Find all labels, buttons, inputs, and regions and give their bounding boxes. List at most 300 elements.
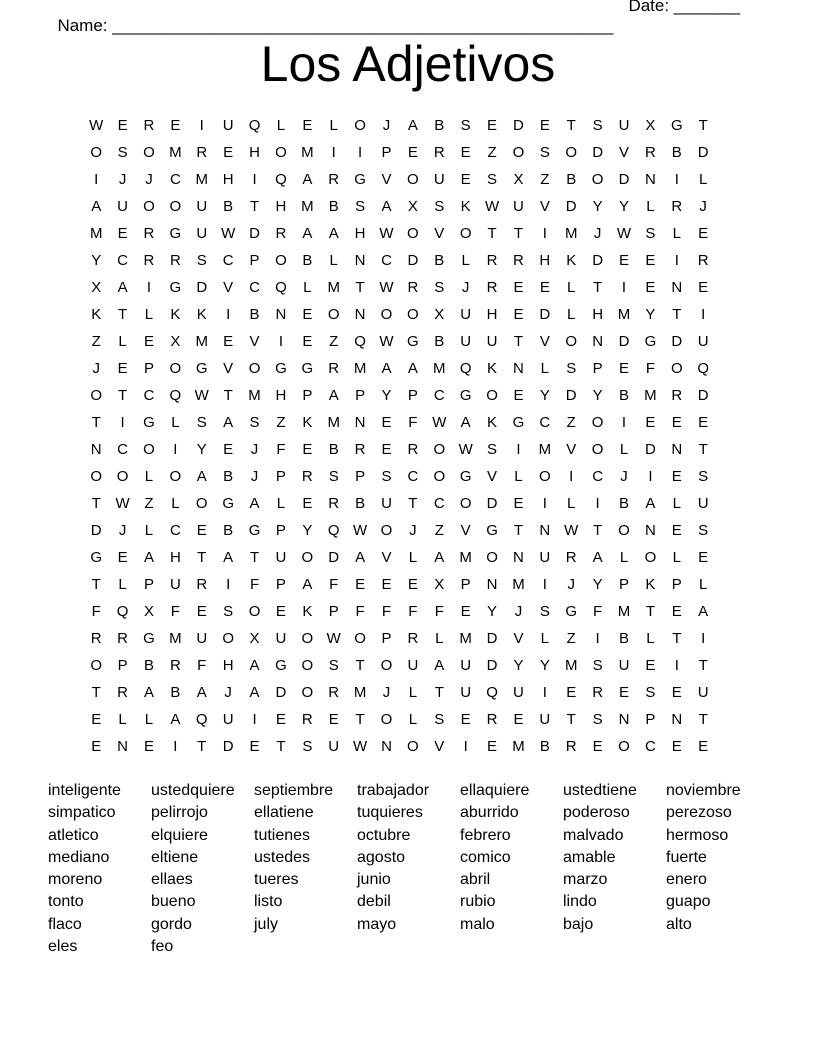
grid-letter: E (698, 279, 709, 296)
grid-letter: I (595, 630, 600, 647)
grid-letter: G (143, 630, 155, 647)
grid-letter: M (327, 279, 340, 296)
grid-letter: T (223, 387, 233, 404)
name-field-label: Name: _____________________________________________________ (57, 16, 614, 35)
word-list-item: july (254, 915, 279, 933)
word-list-item: bajo (563, 915, 594, 933)
word-list-item: eles (48, 938, 78, 956)
grid-letter: N (275, 306, 287, 323)
grid-letter: I (674, 252, 679, 269)
grid-letter: O (380, 306, 393, 323)
grid-letter: Q (327, 522, 340, 539)
grid-letter: V (249, 333, 260, 350)
grid-letter: E (513, 306, 524, 323)
grid-letter: S (592, 657, 603, 674)
grid-letter: E (117, 360, 128, 377)
grid-letter: J (382, 684, 391, 701)
grid-letter: J (250, 441, 259, 458)
grid-letter: K (91, 306, 102, 323)
grid-letter: E (170, 117, 181, 134)
grid-letter: R (697, 252, 709, 269)
grid-letter: L (540, 360, 549, 377)
grid-letter: E (249, 738, 260, 755)
grid-letter: E (671, 603, 682, 620)
grid-letter: T (355, 657, 365, 674)
grid-letter: Z (329, 333, 339, 350)
grid-letter: Z (276, 414, 286, 431)
grid-letter: Y (539, 657, 550, 674)
grid-letter: E (513, 387, 524, 404)
grid-letter: O (539, 468, 551, 485)
grid-letter: L (514, 468, 523, 485)
grid-letter: D (513, 117, 524, 134)
grid-letter: M (301, 198, 314, 215)
grid-letter: L (699, 576, 708, 593)
grid-letter: G (644, 333, 657, 350)
grid-letter: F (381, 603, 392, 620)
grid-letter: O (275, 144, 287, 161)
grid-letter: L (540, 630, 549, 647)
grid-letter: E (645, 279, 656, 296)
grid-letter: U (407, 657, 419, 674)
grid-letter: Z (487, 144, 497, 161)
grid-letter: B (619, 495, 630, 512)
grid-letter: T (698, 711, 708, 728)
grid-letter: L (567, 279, 576, 296)
grid-letter: I (674, 657, 679, 674)
grid-letter: D (644, 441, 656, 458)
grid-letter: F (645, 360, 655, 377)
grid-letter: B (328, 441, 339, 458)
grid-letter: E (698, 738, 709, 755)
grid-letter: V (619, 144, 630, 161)
grid-letter: E (566, 684, 577, 701)
grid-letter: H (222, 657, 234, 674)
grid-letter: I (173, 441, 178, 458)
grid-letter: T (118, 387, 128, 404)
grid-letter: Z (540, 171, 550, 188)
grid-letter: D (618, 171, 630, 188)
grid-letter: M (327, 414, 340, 431)
grid-letter: W (115, 495, 130, 512)
grid-letter: R (196, 144, 208, 161)
grid-letter: L (646, 630, 655, 647)
grid-letter: B (434, 333, 445, 350)
grid-letter: N (671, 279, 683, 296)
grid-letter: H (169, 549, 181, 566)
grid-letter: T (91, 576, 101, 593)
grid-letter: A (249, 657, 260, 674)
grid-letter: Y (619, 198, 630, 215)
grid-letter: W (458, 441, 473, 458)
grid-letter: S (196, 414, 207, 431)
grid-letter: P (592, 360, 603, 377)
grid-letter: N (486, 576, 498, 593)
grid-letter: S (434, 279, 445, 296)
grid-letter: S (223, 603, 234, 620)
grid-letter: M (459, 549, 472, 566)
grid-letter: E (91, 711, 102, 728)
grid-letter: E (671, 522, 682, 539)
grid-letter: U (697, 333, 709, 350)
grid-letter: E (487, 738, 498, 755)
grid-letter: P (381, 630, 392, 647)
grid-letter: R (90, 630, 102, 647)
grid-letter: S (592, 117, 603, 134)
grid-letter: L (329, 252, 338, 269)
grid-letter: K (487, 414, 498, 431)
grid-letter: S (196, 252, 207, 269)
grid-letter: D (592, 144, 604, 161)
word-list-item: simpatico (48, 804, 116, 822)
grid-letter: A (117, 279, 128, 296)
grid-letter: B (328, 198, 339, 215)
grid-letter: S (328, 468, 339, 485)
grid-letter: D (328, 549, 340, 566)
grid-letter: S (592, 711, 603, 728)
grid-letter: M (644, 387, 657, 404)
word-list-item: tutienes (254, 826, 311, 844)
grid-letter: I (701, 306, 706, 323)
grid-letter: M (89, 225, 103, 242)
word-list-item: gordo (151, 915, 192, 933)
grid-letter: D (671, 333, 683, 350)
grid-letter: R (301, 711, 313, 728)
grid-letter: E (381, 576, 392, 593)
grid-letter: T (672, 630, 682, 647)
grid-letter: D (275, 684, 287, 701)
letter-grid (83, 112, 716, 760)
grid-letter: P (275, 468, 286, 485)
grid-letter: G (459, 468, 472, 485)
word-list-item: octubre (357, 826, 411, 844)
word-list-item: tueres (254, 871, 299, 889)
grid-letter: L (699, 171, 708, 188)
grid-letter: E (487, 117, 498, 134)
grid-letter: L (567, 306, 576, 323)
grid-letter: M (195, 171, 208, 188)
grid-letter: U (275, 549, 287, 566)
grid-letter: E (117, 225, 128, 242)
grid-letter: A (355, 549, 366, 566)
grid-letter: V (434, 738, 445, 755)
grid-letter: O (301, 684, 314, 701)
grid-letter: A (223, 549, 234, 566)
word-list-item: eltiene (151, 848, 199, 866)
grid-letter: A (407, 117, 418, 134)
grid-letter: I (648, 468, 653, 485)
grid-letter: E (302, 117, 313, 134)
grid-letter: S (645, 684, 656, 701)
grid-letter: E (302, 306, 313, 323)
grid-letter: E (645, 657, 656, 674)
word-list-item: rubio (460, 893, 496, 911)
grid-letter: S (328, 657, 339, 674)
grid-letter: V (381, 549, 392, 566)
grid-letter: W (432, 414, 447, 431)
grid-letter: G (143, 414, 155, 431)
grid-letter: T (513, 225, 524, 242)
grid-letter: B (223, 522, 234, 539)
grid-letter: M (169, 144, 182, 161)
word-list (48, 780, 769, 958)
grid-letter: S (434, 198, 445, 215)
grid-letter: J (118, 171, 127, 188)
word-list-item: comico (460, 848, 511, 866)
grid-letter: C (433, 495, 445, 512)
grid-letter: B (619, 387, 630, 404)
grid-letter: L (619, 441, 629, 458)
word-list-item: ustedquiere (151, 782, 235, 799)
grid-letter: E (645, 252, 656, 269)
grid-letter: A (434, 549, 445, 566)
grid-letter: H (222, 171, 234, 188)
grid-letter: G (248, 522, 261, 539)
grid-letter: D (90, 522, 102, 539)
grid-letter: C (592, 468, 604, 485)
grid-letter: K (460, 198, 471, 215)
grid-letter: E (619, 360, 630, 377)
grid-letter: B (619, 630, 630, 647)
grid-letter: D (697, 144, 709, 161)
grid-letter: A (302, 225, 313, 242)
grid-letter: U (328, 738, 340, 755)
grid-letter: E (381, 414, 392, 431)
word-list-item: amable (563, 848, 616, 866)
grid-letter: R (117, 684, 128, 701)
grid-letter: G (407, 333, 419, 350)
grid-letter: L (118, 576, 127, 593)
grid-letter: Q (195, 711, 208, 728)
grid-letter: R (328, 495, 340, 512)
grid-letter: T (672, 306, 682, 323)
grid-letter: S (487, 171, 498, 188)
grid-letter: O (380, 522, 393, 539)
grid-letter: J (145, 171, 153, 188)
grid-letter: E (223, 333, 234, 350)
grid-letter: A (381, 198, 392, 215)
grid-letter: I (542, 576, 547, 593)
grid-letter: D (618, 333, 630, 350)
grid-letter: L (144, 522, 154, 539)
grid-letter: E (275, 603, 286, 620)
grid-letter: N (354, 306, 366, 323)
grid-letter: N (671, 711, 683, 728)
grid-letter: T (197, 549, 207, 566)
grid-letter: P (619, 576, 630, 593)
grid-letter: R (328, 171, 340, 188)
grid-letter: T (91, 414, 101, 431)
grid-letter: O (618, 738, 630, 755)
word-list-item: ustedes (254, 848, 311, 866)
grid-letter: L (303, 279, 312, 296)
grid-letter: Y (592, 387, 603, 404)
grid-letter: B (249, 306, 260, 323)
grid-letter: A (328, 225, 339, 242)
grid-letter: T (408, 495, 418, 512)
grid-letter: I (595, 495, 600, 512)
grid-letter: R (486, 279, 498, 296)
grid-letter: O (486, 387, 498, 404)
grid-letter: T (249, 549, 260, 566)
word-list-item: moreno (48, 871, 103, 889)
word-list-item: tuquieres (357, 804, 423, 822)
grid-letter: H (249, 144, 260, 161)
grid-letter: E (671, 468, 682, 485)
word-list-item: elquiere (151, 826, 208, 844)
grid-letter: A (407, 360, 418, 377)
grid-letter: G (169, 279, 182, 296)
grid-letter: L (408, 711, 418, 728)
grid-letter: L (672, 495, 681, 512)
grid-letter: R (301, 468, 313, 485)
grid-letter: C (143, 387, 155, 404)
grid-letter: V (513, 630, 524, 647)
grid-letter: N (671, 441, 683, 458)
grid-letter: O (169, 360, 182, 377)
grid-letter: R (671, 198, 683, 215)
grid-letter: M (617, 603, 631, 620)
grid-letter: P (355, 387, 366, 404)
grid-letter: O (301, 630, 314, 647)
word-list-item: tonto (48, 893, 84, 911)
grid-letter: P (249, 252, 260, 269)
grid-letter: U (539, 711, 551, 728)
grid-letter: F (593, 603, 603, 620)
grid-letter: L (171, 414, 180, 431)
grid-letter: T (593, 522, 603, 539)
grid-letter: S (645, 225, 656, 242)
grid-letter: O (195, 495, 208, 512)
grid-letter: U (196, 198, 208, 215)
grid-letter: B (671, 144, 682, 161)
grid-letter: L (435, 630, 444, 647)
grid-letter: N (354, 252, 366, 269)
grid-letter: O (169, 468, 182, 485)
word-list-item: ellaes (151, 871, 193, 889)
grid-letter: I (542, 495, 547, 512)
grid-letter: J (382, 117, 391, 134)
grid-letter: R (407, 441, 419, 458)
grid-letter: G (275, 657, 287, 674)
grid-letter: U (433, 171, 445, 188)
word-list-item: aburrido (460, 804, 519, 822)
grid-letter: W (89, 117, 104, 134)
grid-letter: E (407, 144, 418, 161)
grid-letter: M (195, 333, 208, 350)
grid-letter: Y (539, 387, 550, 404)
grid-letter: J (620, 468, 628, 485)
grid-letter: D (196, 279, 208, 296)
grid-letter: G (512, 414, 525, 431)
grid-letter: A (143, 684, 154, 701)
grid-letter: C (169, 171, 181, 188)
grid-letter: R (117, 630, 128, 647)
grid-letter: C (249, 279, 260, 296)
grid-letter: J (461, 279, 470, 296)
grid-letter: B (539, 738, 550, 755)
grid-letter: Z (434, 522, 444, 539)
grid-letter: E (645, 414, 656, 431)
grid-letter: U (460, 657, 472, 674)
grid-letter: Q (116, 603, 129, 620)
grid-letter: R (644, 144, 656, 161)
grid-letter: U (513, 684, 524, 701)
grid-letter: G (301, 360, 314, 377)
grid-letter: I (358, 144, 363, 161)
grid-letter: R (486, 252, 498, 269)
grid-letter: M (459, 630, 472, 647)
grid-letter: F (170, 603, 180, 620)
grid-letter: W (616, 225, 632, 242)
grid-letter: W (379, 225, 394, 242)
word-list-item: abril (460, 871, 491, 889)
grid-letter: D (565, 387, 577, 404)
grid-letter: H (275, 387, 287, 404)
grid-letter: I (146, 279, 152, 296)
grid-letter: X (407, 198, 418, 215)
grid-letter: X (170, 333, 181, 350)
grid-letter: S (460, 117, 471, 134)
grid-letter: W (379, 333, 394, 350)
grid-letter: N (513, 549, 524, 566)
grid-letter: U (460, 333, 472, 350)
grid-letter: L (619, 549, 629, 566)
grid-letter: E (513, 711, 524, 728)
grid-letter: U (275, 630, 287, 647)
grid-letter: P (460, 576, 471, 593)
grid-letter: N (381, 738, 392, 755)
grid-letter: I (569, 468, 574, 485)
grid-letter: R (169, 252, 181, 269)
grid-letter: I (252, 171, 257, 188)
grid-letter: C (407, 468, 419, 485)
grid-letter: R (328, 360, 340, 377)
grid-letter: T (91, 684, 101, 701)
grid-letter: R (275, 225, 287, 242)
word-list-item: flaco (48, 915, 82, 933)
grid-letter: R (513, 252, 524, 269)
grid-letter: T (276, 738, 286, 755)
grid-letter: E (275, 711, 286, 728)
word-list-item: atletico (48, 826, 99, 844)
grid-letter: U (460, 306, 472, 323)
grid-letter: S (539, 144, 550, 161)
grid-letter: M (169, 630, 182, 647)
grid-letter: A (460, 414, 471, 431)
grid-letter: O (486, 549, 498, 566)
grid-letter: O (90, 468, 103, 485)
grid-letter: K (487, 360, 498, 377)
date-field-label: Date: _______ (628, 0, 740, 15)
grid-letter: A (91, 198, 102, 215)
grid-letter: L (118, 711, 127, 728)
grid-letter: S (566, 360, 577, 377)
grid-letter: P (381, 144, 392, 161)
grid-letter: O (591, 171, 604, 188)
grid-letter: Q (248, 117, 261, 134)
grid-letter: S (381, 468, 392, 485)
grid-letter: I (94, 171, 99, 188)
grid-letter: T (355, 711, 365, 728)
grid-letter: Y (513, 657, 524, 674)
grid-letter: O (116, 468, 129, 485)
grid-letter: N (644, 171, 656, 188)
grid-letter: L (171, 495, 180, 512)
grid-letter: B (566, 171, 577, 188)
grid-letter: L (276, 495, 286, 512)
grid-letter: B (302, 252, 313, 269)
